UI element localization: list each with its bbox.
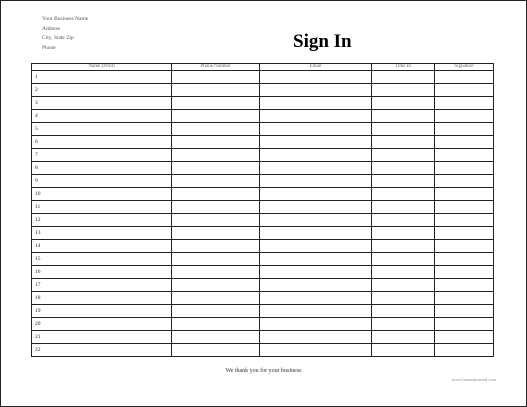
name-cell[interactable]: [32, 123, 172, 136]
footer-credit: www.formsbyemail.com: [451, 377, 496, 382]
email-cell[interactable]: [260, 318, 372, 331]
signature-cell[interactable]: [435, 71, 494, 84]
signature-cell[interactable]: [435, 188, 494, 201]
thank-you-note: We thank you for your business: [225, 368, 302, 374]
time-in-cell[interactable]: [372, 292, 435, 305]
table-row: [32, 227, 494, 240]
time-in-cell[interactable]: [372, 149, 435, 162]
time-in-cell[interactable]: [372, 266, 435, 279]
table-row: [32, 279, 494, 292]
name-cell[interactable]: [32, 240, 172, 253]
signature-cell[interactable]: [435, 175, 494, 188]
name-cell[interactable]: [32, 253, 172, 266]
phone-cell[interactable]: [172, 97, 260, 110]
name-cell[interactable]: [32, 344, 172, 357]
time-in-cell[interactable]: [372, 331, 435, 344]
signature-cell[interactable]: [435, 214, 494, 227]
email-cell[interactable]: [260, 123, 372, 136]
time-in-cell[interactable]: [372, 227, 435, 240]
signature-cell[interactable]: [435, 227, 494, 240]
column-header-signature: Signature: [435, 64, 494, 71]
phone-cell[interactable]: [172, 71, 260, 84]
row-number: 7: [35, 152, 38, 158]
email-cell[interactable]: [260, 201, 372, 214]
phone-cell[interactable]: [172, 240, 260, 253]
row-number: 11: [35, 204, 41, 210]
name-cell[interactable]: [32, 71, 172, 84]
signature-cell[interactable]: [435, 266, 494, 279]
email-cell[interactable]: [260, 292, 372, 305]
row-number: 10: [35, 191, 41, 197]
name-cell[interactable]: [32, 318, 172, 331]
time-in-cell[interactable]: [372, 279, 435, 292]
phone-cell[interactable]: [172, 84, 260, 97]
row-number: 4: [35, 113, 38, 119]
table-row: [32, 292, 494, 305]
name-cell[interactable]: [32, 214, 172, 227]
email-cell[interactable]: [260, 214, 372, 227]
name-cell[interactable]: [32, 188, 172, 201]
column-header-email: Email: [260, 64, 372, 71]
phone-cell[interactable]: [172, 292, 260, 305]
time-in-cell[interactable]: [372, 136, 435, 149]
time-in-cell[interactable]: [372, 188, 435, 201]
name-cell[interactable]: [32, 331, 172, 344]
table-row: [32, 97, 494, 110]
signature-cell[interactable]: [435, 84, 494, 97]
phone-cell[interactable]: [172, 305, 260, 318]
phone-cell[interactable]: [172, 279, 260, 292]
time-in-cell[interactable]: [372, 123, 435, 136]
row-number: 21: [35, 334, 41, 340]
time-in-cell[interactable]: [372, 214, 435, 227]
business-city-state-zip: City, State Zip: [42, 35, 74, 41]
name-cell[interactable]: [32, 201, 172, 214]
signature-cell[interactable]: [435, 110, 494, 123]
signature-cell[interactable]: [435, 344, 494, 357]
table-row: [32, 201, 494, 214]
column-header-name: Name (Print): [32, 64, 172, 71]
time-in-cell[interactable]: [372, 97, 435, 110]
email-cell[interactable]: [260, 331, 372, 344]
page-title: Sign In: [293, 31, 352, 52]
signature-cell[interactable]: [435, 136, 494, 149]
phone-cell[interactable]: [172, 344, 260, 357]
signature-cell[interactable]: [435, 253, 494, 266]
signature-cell[interactable]: [435, 292, 494, 305]
name-cell[interactable]: [32, 175, 172, 188]
table-row: [32, 253, 494, 266]
name-cell[interactable]: [32, 84, 172, 97]
name-cell[interactable]: [32, 162, 172, 175]
table-row: [32, 214, 494, 227]
name-cell[interactable]: [32, 227, 172, 240]
email-cell[interactable]: [260, 97, 372, 110]
table-row: [32, 266, 494, 279]
phone-cell[interactable]: [172, 318, 260, 331]
business-name: Your Business Name: [42, 16, 89, 22]
time-in-cell[interactable]: [372, 84, 435, 97]
phone-cell[interactable]: [172, 149, 260, 162]
phone-cell[interactable]: [172, 266, 260, 279]
name-cell[interactable]: [32, 136, 172, 149]
row-number: 13: [35, 230, 41, 236]
email-cell[interactable]: [260, 279, 372, 292]
table-row: [32, 84, 494, 97]
table-row: [32, 305, 494, 318]
email-cell[interactable]: [260, 227, 372, 240]
row-number: 5: [35, 126, 38, 132]
row-number: 20: [35, 321, 41, 327]
phone-cell[interactable]: [172, 162, 260, 175]
time-in-cell[interactable]: [372, 305, 435, 318]
phone-cell[interactable]: [172, 253, 260, 266]
table-row: [32, 123, 494, 136]
email-cell[interactable]: [260, 162, 372, 175]
email-cell[interactable]: [260, 71, 372, 84]
email-cell[interactable]: [260, 136, 372, 149]
table-row: [32, 318, 494, 331]
row-number: 1: [35, 74, 38, 80]
phone-cell[interactable]: [172, 110, 260, 123]
email-cell[interactable]: [260, 344, 372, 357]
email-cell[interactable]: [260, 305, 372, 318]
row-number: 19: [35, 308, 41, 314]
time-in-cell[interactable]: [372, 318, 435, 331]
sign-in-table: [31, 63, 494, 357]
row-number: 14: [35, 243, 41, 249]
business-phone: Phone: [42, 44, 56, 51]
email-cell[interactable]: [260, 253, 372, 266]
table-row: [32, 136, 494, 149]
table-header-row: [32, 64, 494, 71]
signature-cell[interactable]: [435, 201, 494, 214]
email-cell[interactable]: [260, 84, 372, 97]
signature-cell[interactable]: [435, 123, 494, 136]
phone-cell[interactable]: [172, 123, 260, 136]
time-in-cell[interactable]: [372, 201, 435, 214]
row-number: 15: [35, 256, 41, 262]
table-row: [32, 110, 494, 123]
time-in-cell[interactable]: [372, 110, 435, 123]
time-in-cell[interactable]: [372, 71, 435, 84]
name-cell[interactable]: [32, 305, 172, 318]
business-info: [42, 15, 88, 53]
phone-cell[interactable]: [172, 175, 260, 188]
row-number: 9: [35, 178, 38, 184]
table-row: [32, 162, 494, 175]
name-cell[interactable]: [32, 97, 172, 110]
table-row: [32, 71, 494, 84]
time-in-cell[interactable]: [372, 175, 435, 188]
name-cell[interactable]: [32, 149, 172, 162]
signature-cell[interactable]: [435, 240, 494, 253]
email-cell[interactable]: [260, 188, 372, 201]
signature-cell[interactable]: [435, 149, 494, 162]
signature-cell[interactable]: [435, 305, 494, 318]
column-header-phone: Phone Number: [172, 64, 260, 71]
signature-cell[interactable]: [435, 279, 494, 292]
signature-cell[interactable]: [435, 318, 494, 331]
table-row: [32, 188, 494, 201]
table-row: [32, 240, 494, 253]
row-number: 18: [35, 295, 41, 301]
name-cell[interactable]: [32, 279, 172, 292]
email-cell[interactable]: [260, 240, 372, 253]
name-cell[interactable]: [32, 266, 172, 279]
phone-cell[interactable]: [172, 227, 260, 240]
phone-cell[interactable]: [172, 188, 260, 201]
row-number: 12: [35, 217, 41, 223]
email-cell[interactable]: [260, 175, 372, 188]
signature-cell[interactable]: [435, 331, 494, 344]
row-number: 22: [35, 347, 41, 353]
phone-cell[interactable]: [172, 331, 260, 344]
phone-cell[interactable]: [172, 201, 260, 214]
row-number: 3: [35, 100, 38, 106]
signature-cell[interactable]: [435, 97, 494, 110]
email-cell[interactable]: [260, 149, 372, 162]
phone-cell[interactable]: [172, 136, 260, 149]
table-row: [32, 344, 494, 357]
row-number: 16: [35, 269, 41, 275]
name-cell[interactable]: [32, 292, 172, 305]
time-in-cell[interactable]: [372, 344, 435, 357]
table-row: [32, 175, 494, 188]
name-cell[interactable]: [32, 110, 172, 123]
time-in-cell[interactable]: [372, 240, 435, 253]
table-row: [32, 331, 494, 344]
time-in-cell[interactable]: [372, 162, 435, 175]
phone-cell[interactable]: [172, 214, 260, 227]
row-number: 8: [35, 165, 38, 171]
column-header-time-in: Time In: [372, 64, 435, 71]
row-number: 6: [35, 139, 38, 145]
table-row: [32, 149, 494, 162]
signature-cell[interactable]: [435, 162, 494, 175]
row-number: 2: [35, 87, 38, 93]
row-number: 17: [35, 282, 41, 288]
business-address: Address: [42, 25, 61, 32]
time-in-cell[interactable]: [372, 253, 435, 266]
email-cell[interactable]: [260, 266, 372, 279]
email-cell[interactable]: [260, 110, 372, 123]
